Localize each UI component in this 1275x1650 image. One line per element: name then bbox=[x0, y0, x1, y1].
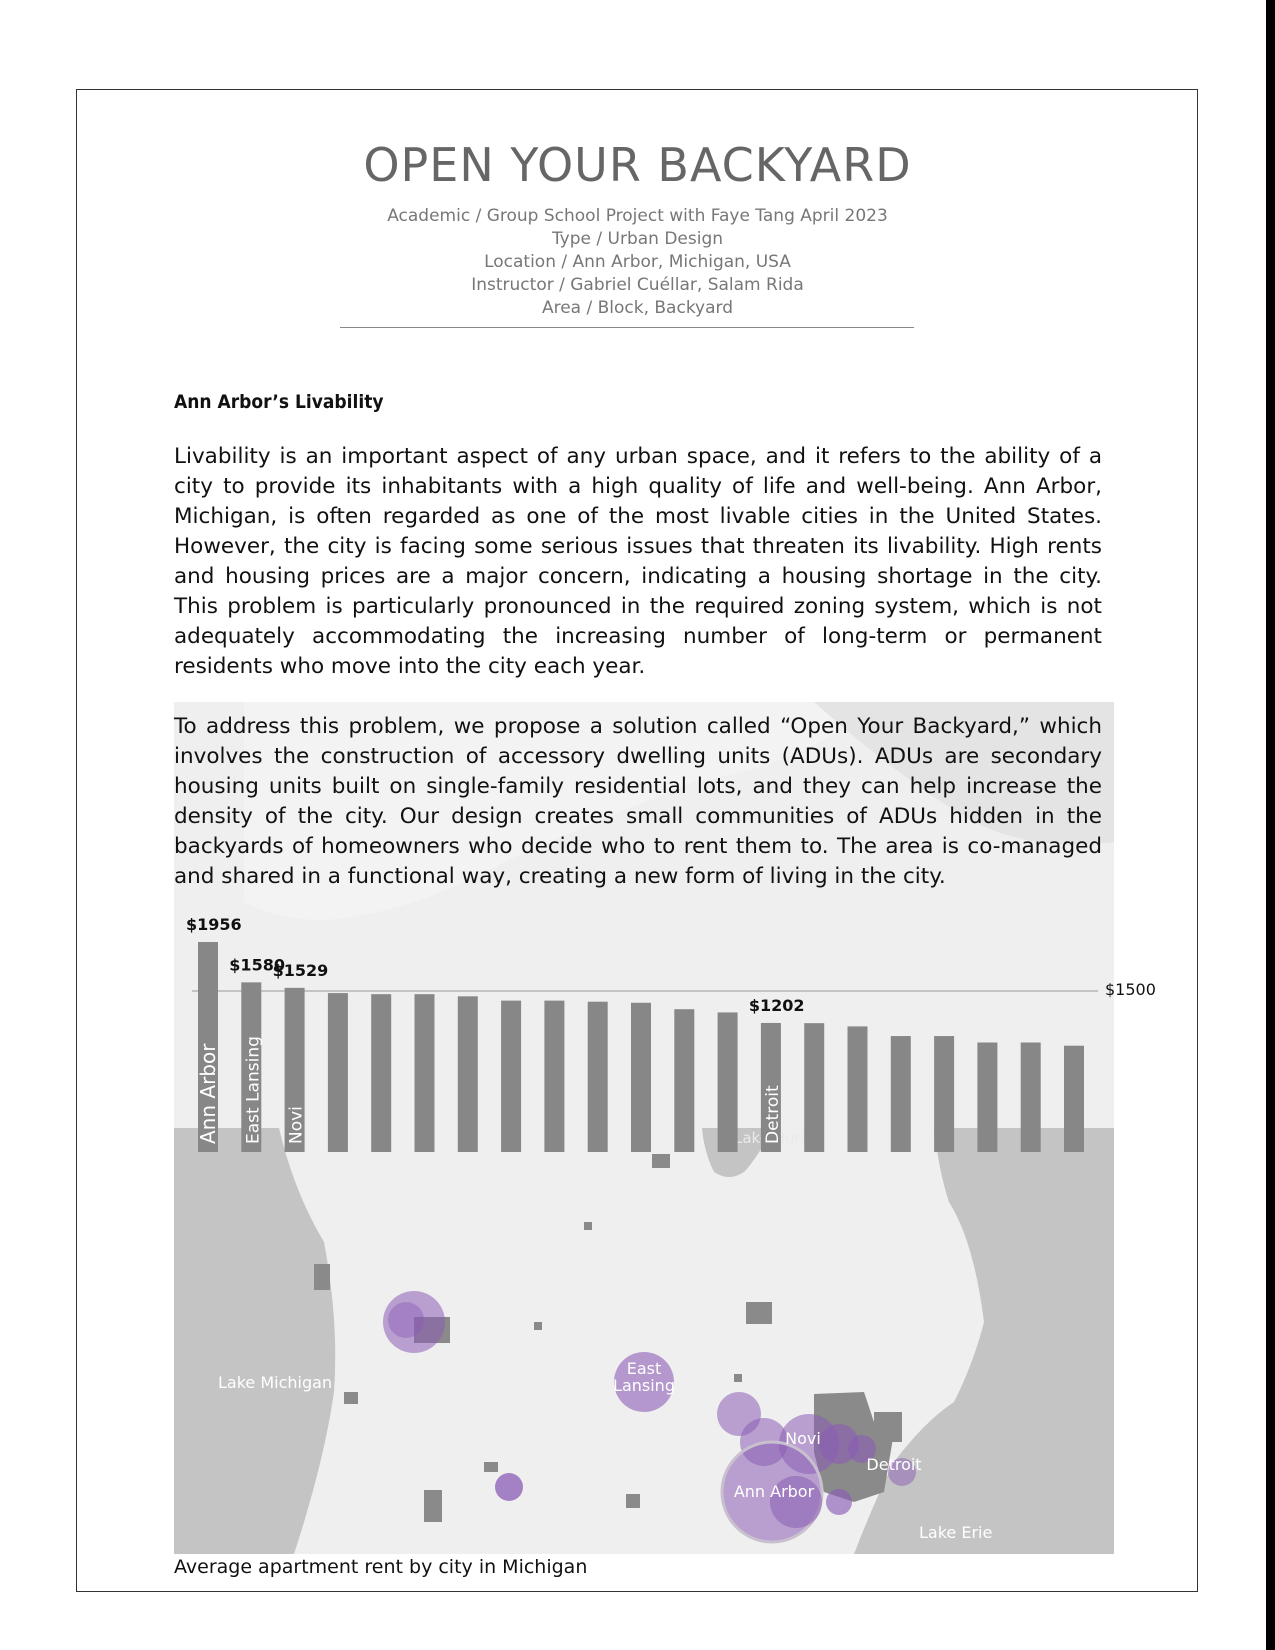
label-novi: Novi bbox=[785, 1429, 821, 1448]
meta-location: Location / Ann Arbor, Michigan, USA bbox=[484, 252, 791, 272]
label-lake-michigan: Lake Michigan bbox=[218, 1373, 333, 1392]
label-east-lansing-2: Lansing bbox=[613, 1376, 675, 1395]
bar-category-label: East Lansing bbox=[243, 1036, 264, 1144]
bar bbox=[544, 1001, 564, 1152]
bar bbox=[1021, 1042, 1041, 1152]
bar-category-label: Ann Arbor bbox=[196, 1043, 220, 1144]
paragraph-proposal: To address this problem, we propose a solution called “Open Your Backyard,” which involves the construction of accessory dwelling units (ADUs). ADUs are secondary housing units built on single-family residential lots, and they can help increase the density of the city. Our design creates small communities of ADUs hidden in the backyards of homeowners who decide who to rent them to. The area is co-managed and shared in a functional way, creating a new form of living in the city. bbox=[174, 714, 1102, 889]
meta-type: Type / Urban Design bbox=[551, 229, 724, 249]
bar bbox=[674, 1009, 694, 1152]
bar-value-label: $1202 bbox=[748, 995, 805, 1015]
meta-project: Academic / Group School Project with Faye Tang April 2023 bbox=[387, 206, 888, 226]
section-heading: Ann Arbor’s Livability bbox=[174, 391, 384, 413]
bar bbox=[588, 1002, 608, 1152]
bar bbox=[501, 1001, 521, 1152]
label-lake-erie: Lake Erie bbox=[919, 1523, 993, 1542]
bar-value-label: $1956 bbox=[186, 915, 242, 934]
bar bbox=[458, 996, 478, 1152]
label-east-lansing-1: East bbox=[626, 1359, 662, 1378]
bar bbox=[371, 994, 391, 1152]
bar bbox=[718, 1012, 738, 1152]
bar bbox=[891, 1036, 911, 1152]
bar bbox=[977, 1042, 997, 1152]
label-lake-huron: Lake Huron bbox=[734, 1129, 820, 1147]
bar-category-label: Detroit bbox=[762, 1085, 783, 1144]
label-ann-arbor: Ann Arbor bbox=[733, 1482, 815, 1501]
label-detroit: Detroit bbox=[866, 1455, 922, 1474]
meta-instructor: Instructor / Gabriel Cuéllar, Salam Rida bbox=[471, 275, 804, 295]
bar bbox=[804, 1023, 824, 1152]
bar bbox=[934, 1036, 954, 1152]
bar bbox=[1064, 1046, 1084, 1152]
header-divider bbox=[340, 327, 914, 328]
paragraph-livability: Livability is an important aspect of any urban space, and it refers to the ability of a city to provide its inhabitants with a high quality of life and well-being. Ann Arbor, Michigan, is often regarded as one of the most livable cities in the United States. However, the city is facing some serious issues that threaten its livability. High rents and housing prices are a major concern, indicating a housing shortage in the city. This problem is particularly pronounced in the required zoning system, which is not adequately accommodating the increasing number of long-term or permanent residents who move into the city each year. bbox=[174, 444, 1102, 679]
figure-caption: Average apartment rent by city in Michigan bbox=[174, 1556, 588, 1578]
reference-line-label: $1500 bbox=[1105, 979, 1156, 999]
meta-area: Area / Block, Backyard bbox=[541, 298, 734, 318]
bar bbox=[415, 994, 435, 1152]
bar bbox=[631, 1003, 651, 1152]
bar bbox=[848, 1026, 868, 1152]
bar bbox=[328, 993, 348, 1152]
page-title: OPEN YOUR BACKYARD bbox=[363, 138, 912, 192]
bar-category-label: Novi bbox=[286, 1106, 307, 1144]
bar-value-label: $1529 bbox=[272, 960, 329, 980]
bar-value-label: $1580 bbox=[229, 955, 285, 975]
